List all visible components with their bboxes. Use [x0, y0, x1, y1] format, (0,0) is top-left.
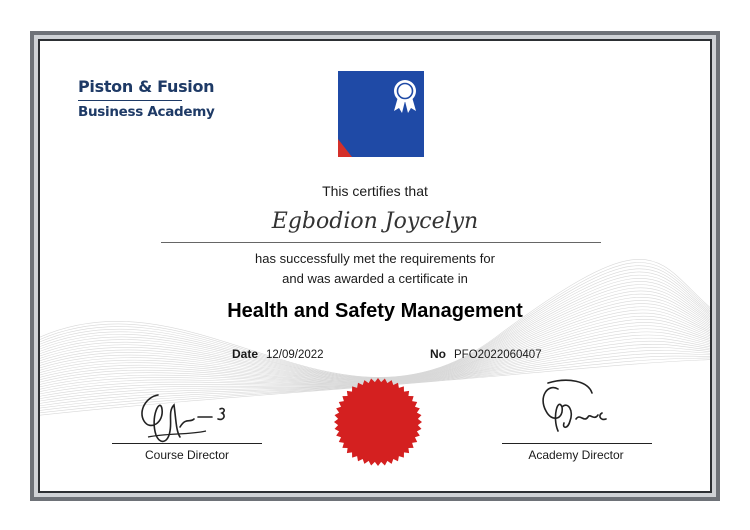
requirement-text-2: and was awarded a certificate in — [282, 271, 468, 286]
certificate-body — [38, 39, 712, 493]
academy-director-signature — [528, 377, 628, 447]
academy-director-line — [502, 443, 652, 444]
date-value: 12/09/2022 — [266, 349, 324, 361]
course-director-title: Course Director — [144, 448, 230, 462]
recipient-underline — [161, 242, 601, 243]
date-field — [232, 347, 324, 361]
course-director-line — [112, 443, 262, 444]
certificate-number-value: PFO2022060407 — [454, 349, 542, 361]
award-ribbon-icon — [338, 71, 424, 157]
red-seal-icon — [333, 377, 423, 467]
course-title: Health and Safety Management — [227, 300, 523, 322]
requirement-text-1: has successfully met the requirements for — [255, 251, 495, 266]
brand-name: Piston & Fusion — [78, 77, 215, 96]
recipient-name: Egbodion Joycelyn — [271, 209, 479, 234]
date-label: Date — [232, 347, 259, 361]
certificate-frame — [30, 31, 720, 501]
academy-brand — [78, 77, 215, 120]
certificate-number-field — [430, 347, 542, 361]
certificate-number-label: No — [430, 347, 446, 361]
brand-divider — [78, 100, 182, 101]
academy-director-title: Academy Director — [528, 448, 624, 462]
course-director-signature — [128, 387, 238, 449]
certifies-text: This certifies that — [322, 183, 428, 199]
brand-subtitle: Business Academy — [78, 104, 215, 120]
